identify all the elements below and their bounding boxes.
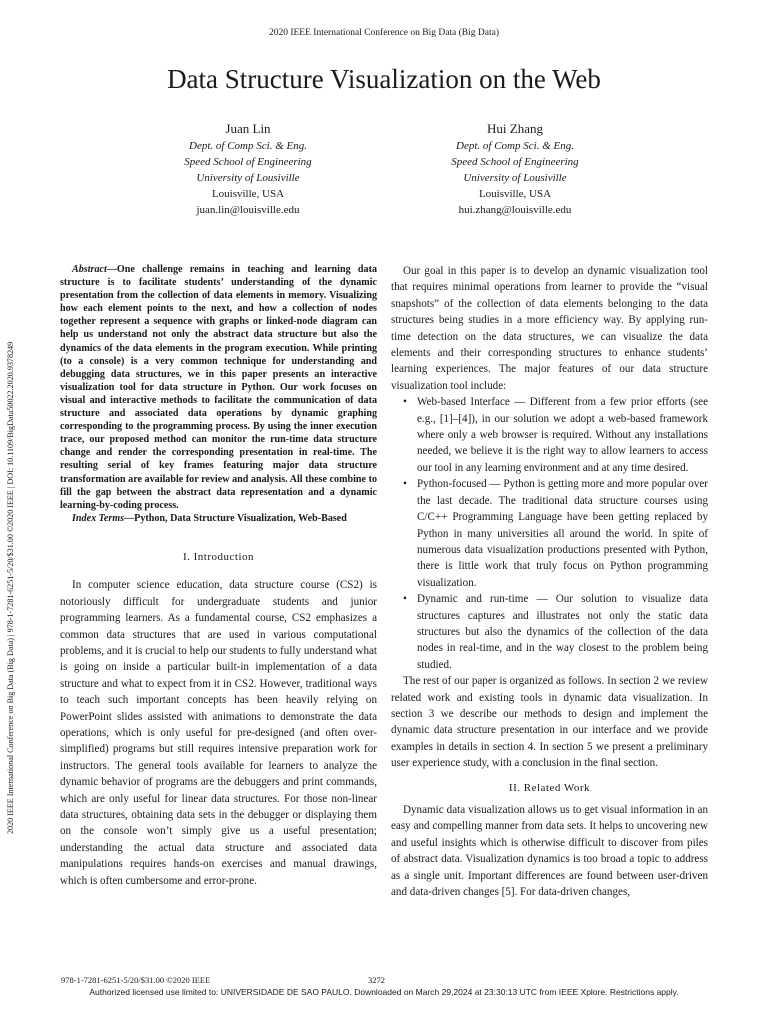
- author-university: University of Lousiville: [463, 172, 567, 184]
- author-school: Speed School of Engineering: [184, 156, 312, 168]
- author-university: University of Lousiville: [196, 172, 300, 184]
- related-work-paragraph: Dynamic data visualization allows us to get visual information in an easy and compelling manner from data sets. It helps to uncovering new and useful insights which is otherwise difficult to discover from piles of abstract data. Visualization dynamics is too broad a topic to address as a single unit. Important differences are found between user-driven and data-driven changes [5]. For data-driven changes,: [391, 804, 708, 899]
- feature-item: • Web-based Interface — Different from a few prior efforts (see e.g., [1]–[4]), in our solution we adopt a web-based framework where only a web browser is required. Without any installations needed, we believe it is the right way to allow learners to access our tool in any learning environment and at any time desired.: [391, 394, 708, 476]
- author-dept: Dept. of Comp Sci. & Eng.: [189, 140, 307, 152]
- index-terms: [60, 512, 377, 525]
- paper-title: Data Structure Visualization on the Web: [167, 64, 601, 94]
- left-column: [60, 263, 377, 889]
- author-email: hui.zhang@louisville.edu: [458, 204, 572, 216]
- index-terms-label: Index Terms: [72, 512, 125, 524]
- feature-list: [391, 394, 708, 673]
- doi-sidebar-text: 2020 IEEE International Conference on Big Data (Big Data) | 978-1-7281-6251-5/20/$31.00 ©2020 IEEE | DOI: 10.1109/BigData50022.2020.9378249: [6, 341, 15, 834]
- author-email: juan.lin@louisville.edu: [196, 204, 300, 216]
- section-heading-related-work: II. Related Work: [508, 781, 591, 794]
- organization-paragraph: The rest of our paper is organized as follows. In section 2 we review related work and existing tools in dynamic data visualization. In section 3 we describe our methods to design and implement the dynamic data structure presentation in our interface and we provide examples in details in section 4. In section 5 we present a preliminary user experience study, with a conclusion in the final section.: [391, 675, 708, 770]
- section-heading-introduction: I. Introduction: [182, 550, 255, 563]
- right-column: [391, 263, 708, 900]
- abstract-label: Abstract: [72, 264, 107, 275]
- page-number: 3272: [368, 975, 385, 985]
- introduction-paragraph: In computer science education, data structure course (CS2) is notoriously difficult for undergraduate students and junior programming learners. As a fundamental course, CS2 emphasizes a common data structures that are used in various computational problems, and it is crucial to help our students to fully understand what is going on inside a particular built-in implementation of a data structure and what to expect from it in CS2. However, traditional ways to teach such important concepts has been heavily relying on PowerPoint slides assisted with animations to demonstrate the data operations, which is only useful for pre-designed (and often over-simplified) programs but still requires intensive preparation work for instructors. The general tools available for learners to analyze the dynamic behavior of programs are the debuggers and print commands, which are only useful for linear data structures. For those non-linear data structures, obtaining data sets in the debugger or displaying them on the console won’t simply give us a useful presentation; understanding the actual data structure and associated data manipulations requires hands-on exercises and manual drawings, which is often cumbersome and error-prone.: [60, 579, 377, 887]
- feature-item: • Python-focused — Python is getting more and more popular over the last decade. The traditional data structure courses using C/C++ Programming Language have been getting replaced by Python in many universities all around the world. In spite of numerous data visualization productions presented with Python, there is little work that truly focus on Python programming visualization.: [391, 476, 708, 591]
- index-terms-text: —Python, Data Structure Visualization, Web-Based: [124, 512, 347, 524]
- author-location: Louisville, USA: [211, 188, 285, 200]
- doi-sidebar: [4, 194, 18, 834]
- author-block-1: [128, 120, 368, 218]
- goal-paragraph: Our goal in this paper is to develop an dynamic visualization tool that requires minimal operations from learner to provide the “visual snapshots” of the collection of data elements belonging to the data structures being studies in a more efficiency way. By applying run-time detection on the data structures, we can visualize the data elements and their corresponding structures to enhance students’ learning experiences. The major features of our data structure visualization tool include:: [391, 265, 708, 392]
- author-dept: Dept. of Comp Sci. & Eng.: [456, 140, 574, 152]
- copyright-footer: 978-1-7281-6251-5/20/$31.00 ©2020 IEEE: [61, 975, 211, 985]
- license-notice: Authorized licensed use limited to: UNIVERSIDADE DE SAO PAULO. Downloaded on March 29,2024 at 23:30:13 UTC from IEEE Xplore. Restrictions apply.: [89, 987, 679, 997]
- author-school: Speed School of Engineering: [451, 156, 579, 168]
- author-name: Hui Zhang: [487, 121, 543, 136]
- abstract-text: —One challenge remains in teaching and learning data structure is to facilitate students’ understanding of the dynamic presentation from the collection of data elements in memory. Visualizing how each element points to the next, and how a collection of nodes together represent a sequence with graphs or linked-node diagram can help us understand not only the abstract data structure but also the dynamics of the data elements in the program execution. While printing (to a console) is a very common technique for understanding and debugging data structures, we in this paper presents an interactive visualization tool for data structure in Python. Our work focuses on visual and interactive methods to facilitate the communication of data structure and associated data operations by dynamic graphing corresponding to the programming process. By using the inner execution trace, our proposed method can monitor the run-time data structure change and render the corresponding presentation in real-time. The resulting serial of key frames featuring major data structure transformation are available for review and analysis. All these combine to fill the gap between the abstract data representation and a dynamic learning-by-coding process.: [60, 264, 377, 511]
- abstract: [60, 263, 377, 512]
- conference-header: 2020 IEEE International Conference on Big Data (Big Data): [268, 28, 500, 38]
- author-block-2: [395, 120, 635, 218]
- feature-item: • Dynamic and run-time — Our solution to visualize data structures captures and illustrates not only the static data structures but also the dynamics of the collection of the data nodes in real-time, and in the way closest to the problem being studied.: [391, 591, 708, 673]
- author-location: Louisville, USA: [478, 188, 552, 200]
- author-name: Juan Lin: [225, 121, 271, 136]
